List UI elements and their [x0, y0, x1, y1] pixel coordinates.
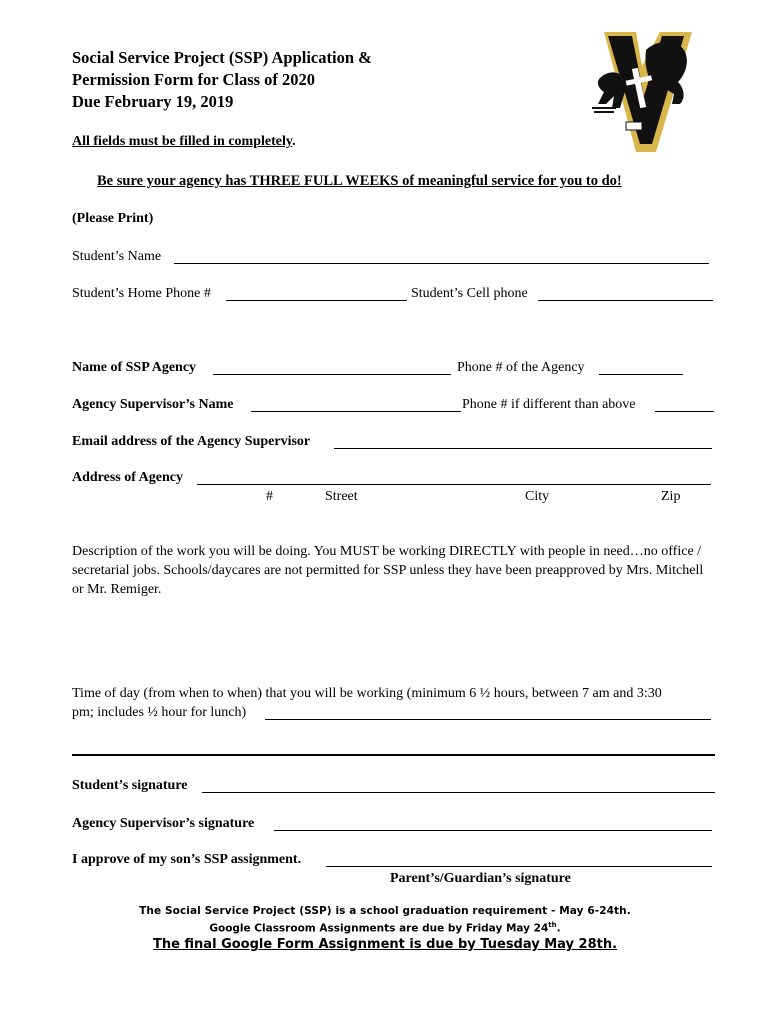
- supervisor-signature-label: Agency Supervisor’s signature: [72, 816, 255, 831]
- supervisor-signature-field[interactable]: [274, 830, 712, 831]
- home-phone-label: Student’s Home Phone #: [72, 286, 211, 301]
- student-signature-field[interactable]: [202, 792, 715, 793]
- work-description-prompt: Description of the work you will be doing. You MUST be working DIRECTLY with people in need…no office / secretarial jobs. Schools/daycares are not permitted for SSP unless they have been preapproved by Mrs. Mitchell or Mr. Remiger.: [72, 544, 704, 597]
- cell-phone-field[interactable]: [538, 300, 713, 301]
- time-of-day-prompt-line1: Time of day (from when to when) that you will be working (minimum 6 ½ hours, between 7 am and 3:30: [72, 686, 662, 701]
- supervisor-name-label: Agency Supervisor’s Name: [72, 397, 234, 412]
- home-phone-field[interactable]: [226, 300, 407, 301]
- footer-line-2-text: Google Classroom Assignments are due by Friday May 24: [209, 922, 549, 935]
- all-fields-period: .: [292, 134, 296, 149]
- supervisor-email-label: Email address of the Agency Supervisor: [72, 434, 311, 449]
- title-line-2: Permission Form for Class of 2020: [72, 70, 316, 89]
- separator-line: [72, 754, 715, 756]
- agency-name-label: Name of SSP Agency: [72, 360, 197, 375]
- address-zip-caption: Zip: [661, 489, 681, 504]
- agency-phone-label: Phone # of the Agency: [457, 360, 585, 375]
- parent-approval-label: I approve of my son’s SSP assignment.: [72, 852, 302, 867]
- student-signature-label: Student’s signature: [72, 778, 188, 793]
- cell-phone-label: Student’s Cell phone: [411, 286, 528, 301]
- time-of-day-prompt-line2: pm; includes ½ hour for lunch): [72, 705, 247, 720]
- supervisor-email-field[interactable]: [334, 448, 712, 449]
- alt-phone-field[interactable]: [655, 411, 714, 412]
- title-line-3: Due February 19, 2019: [72, 92, 234, 111]
- footer-line-3: The final Google Form Assignment is due by Tuesday May 28th.: [152, 937, 618, 952]
- footer-line-1: The Social Service Project (SSP) is a school graduation requirement - May 6-24th.: [139, 905, 631, 917]
- please-print: (Please Print): [72, 211, 154, 226]
- time-of-day-field[interactable]: [265, 719, 711, 720]
- footer-line-2-sup: th: [548, 921, 557, 929]
- title-line-1: Social Service Project (SSP) Application &: [72, 48, 372, 67]
- parent-signature-caption: Parent’s/Guardian’s signature: [390, 871, 571, 886]
- address-number-caption: #: [266, 489, 273, 504]
- footer-line-2: [0, 921, 770, 935]
- agency-address-label: Address of Agency: [72, 470, 183, 485]
- address-city-caption: City: [525, 489, 550, 504]
- agency-phone-field[interactable]: [599, 374, 683, 375]
- agency-address-field[interactable]: [197, 484, 711, 485]
- student-name-field[interactable]: [174, 263, 709, 264]
- form-title: [72, 47, 372, 113]
- parent-signature-field[interactable]: [326, 866, 712, 867]
- all-fields-text: All fields must be filled in completely: [72, 134, 293, 149]
- footer-line-2-end: .: [556, 922, 561, 935]
- student-name-label: Student’s Name: [72, 249, 162, 264]
- agency-notice: Be sure your agency has THREE FULL WEEKS of meaningful service for you to do!: [97, 173, 622, 189]
- school-crest-logo: [586, 26, 698, 158]
- all-fields-instruction: [72, 133, 296, 151]
- alt-phone-label: Phone # if different than above: [462, 397, 636, 412]
- address-street-caption: Street: [325, 489, 358, 504]
- agency-name-field[interactable]: [213, 374, 451, 375]
- supervisor-name-field[interactable]: [251, 411, 461, 412]
